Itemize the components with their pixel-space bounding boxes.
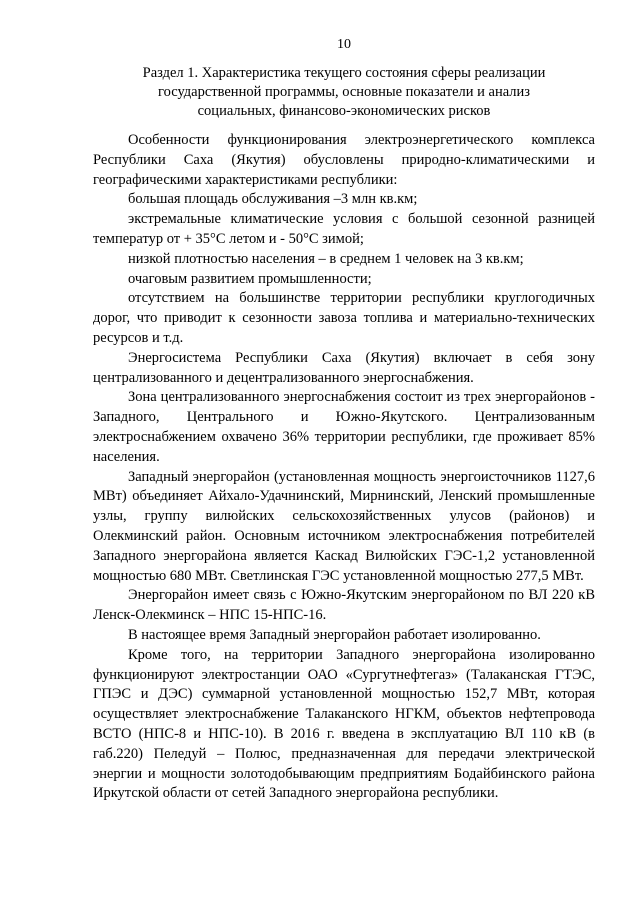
paragraph: экстремальные климатические условия с большой сезонной разницей температур от + 35°С летом и - 50°С зимой; (93, 211, 595, 247)
paragraph: Энергорайон имеет связь с Южно-Якутским энергорайоном по ВЛ 220 кВ Ленск-Олекминск – НПС 15-НПС-16. (93, 587, 595, 624)
paragraph: Зона централизованного энергоснабжения состоит из трех энергорайонов - Западного, Центрального и Южно-Якутского. Централизованным электроснабжением охвачено 36% территории республики, где проживает 85% населения. (93, 389, 595, 465)
paragraph: Кроме того, на территории Западного энергорайона изолированно функционируют электростанции ОАО «Сургутнефтегаз» (Талаканская ГТЭС, ГПЭС и ДЭС) суммарной установленной мощностью 152,7 МВт, которая осуществляет электроснабжение Талаканского НГКМ, объектов нефтепровода ВСТО (НПС-8 и НПС-10). В 2016 г. введена в эксплуатацию ВЛ 110 кВ (в габ.220) Пеледуй – Полюс, предназначенная для передачи электрической энергии и мощности золотодобывающим предприятиям Бодайбинского района Иркутской области от сетей Западного энергорайона республики. (93, 646, 595, 802)
section-title-line: государственной программы, основные показатели и анализ (158, 84, 530, 100)
section-title-line: социальных, финансово-экономических рисков (197, 103, 491, 119)
paragraph: очаговым развитием промышленности; (128, 270, 372, 287)
paragraph: В настоящее время Западный энергорайон работает изолированно. (128, 626, 541, 643)
page-number: 10 (337, 37, 351, 52)
section-title (93, 64, 595, 121)
document-body (93, 131, 595, 804)
section-title-line: Раздел 1. Характеристика текущего состояния сферы реализации (142, 65, 546, 81)
paragraph: отсутствием на большинстве территории республики круглогодичных дорог, что приводит к сезонности завоза топлива и материально-технических ресурсов и т.д. (93, 290, 595, 346)
paragraph: Западный энергорайон (установленная мощность энергоисточников 1127,6 МВт) объединяет Айхало-Удачнинский, Мирнинский, Ленский промышленные узлы, группу вилюйских сельскохозяйственных улусов (районов) и Олекминский район. Основным источником электроснабжения потребителей Западного энергорайона является Каскад Вилюйских ГЭС-1,2 установленной мощностью 680 МВт. Светлинская ГЭС установленной мощностью 277,5 МВт. (93, 468, 595, 584)
paragraph: большая площадь обслуживания –3 млн кв.км; (128, 191, 418, 208)
paragraph: Энергосистема Республики Саха (Якутия) включает в себя зону централизованного и децентрализованного энергоснабжения. (93, 349, 595, 386)
paragraph: Особенности функционирования электроэнергетического комплекса Республики Саха (Якутия) обусловлены природно-климатическими и географическими характеристиками республики: (93, 132, 595, 188)
paragraph: низкой плотностью населения – в среднем 1 человек на 3 кв.км; (128, 250, 524, 267)
